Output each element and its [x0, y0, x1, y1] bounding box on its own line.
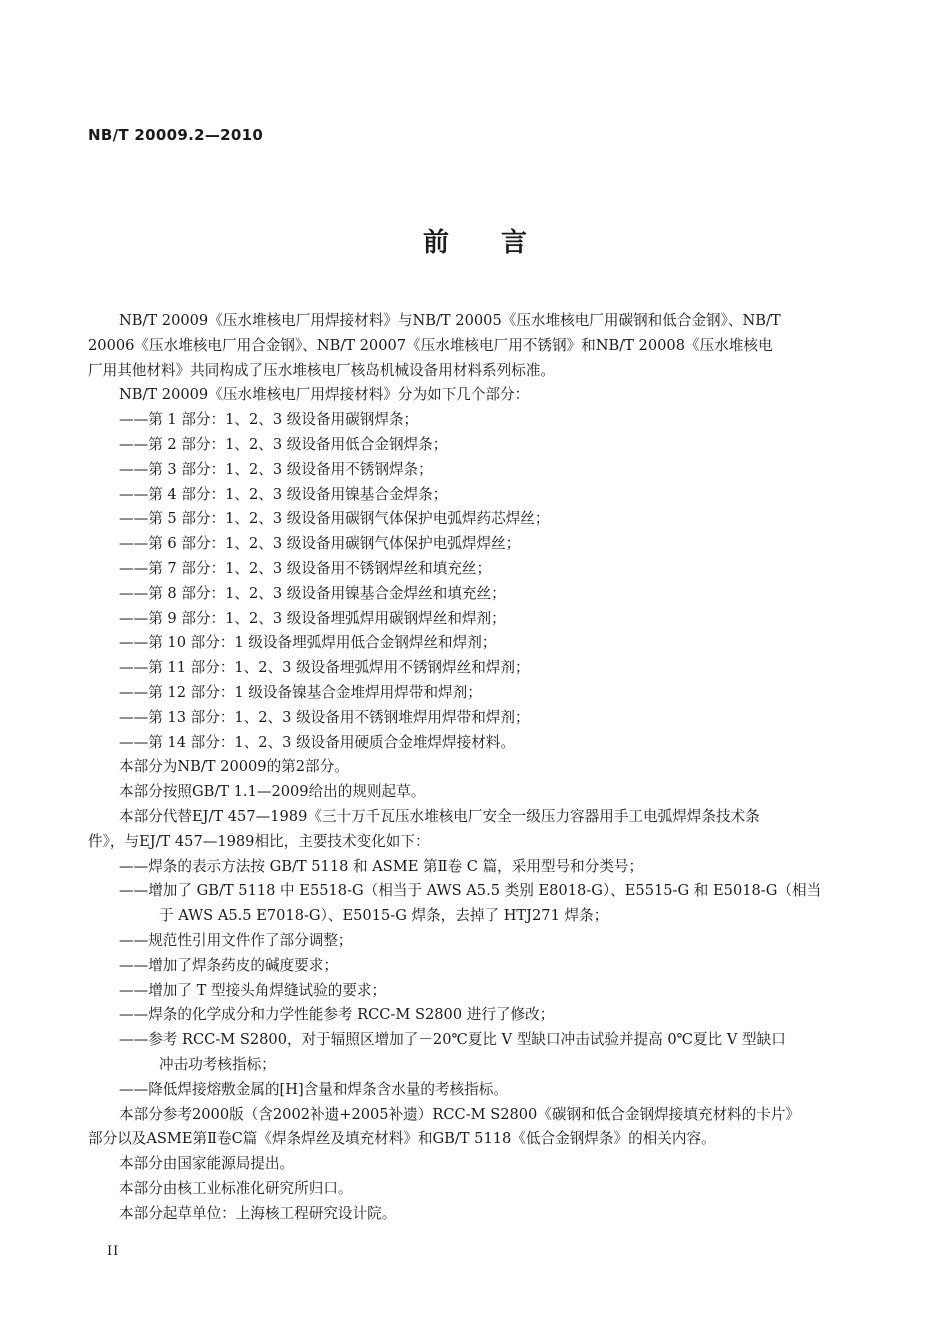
part-item: ——第 9 部分：1、2、3 级设备埋弧焊用碳钢焊丝和焊剂；: [119, 609, 506, 627]
intro-line: 20006《压水堆核电厂用合金钢》、NB/T 20007《压水堆核电厂用不锈钢》和NB/T 20008《压水堆核电: [88, 336, 773, 354]
change-item: ——增加了 GB/T 5118 中 E5518-G（相当于 AWS A5.5 类别 E8018-G）、E5515-G 和 E5018-G（相当: [119, 882, 822, 900]
document-body: [88, 309, 840, 1226]
replace-line: 本部分代替EJ/T 457—1989《三十万千瓦压水堆核电厂安全一级压力容器用手工电弧焊焊条技术条: [119, 807, 760, 825]
intro-line: NB/T 20009《压水堆核电厂用焊接材料》与NB/T 20005《压水堆核电厂用碳钢和低合金钢》、NB/T: [119, 312, 781, 329]
drafting-rule-statement: 本部分按照GB/T 1.1—2009给出的规则起草。: [119, 783, 426, 801]
reference-line: 本部分参考2000版（含2002补遗+2005补遗）RCC-M S2800《碳钢和低合金钢焊接填充材料的卡片》: [119, 1105, 801, 1123]
page-title: 前言: [422, 228, 579, 258]
this-part-statement: 本部分为NB/T 20009的第2部分。: [119, 758, 349, 776]
change-item: ——降低焊接熔敷金属的[H]含量和焊条含水量的考核指标。: [119, 1080, 508, 1098]
part-item: ——第 12 部分：1 级设备镍基合金堆焊用焊带和焊剂；: [119, 683, 482, 701]
change-item-continuation: 于 AWS A5.5 E7018-G）、E5015-G 焊条，去掉了 HTJ271 焊条；: [159, 907, 609, 925]
page-number: II: [107, 1244, 120, 1259]
proposed-by-statement: 本部分由国家能源局提出。: [119, 1155, 295, 1173]
change-item: ——增加了 T 型接头角焊缝试验的要求；: [119, 981, 387, 999]
part-item: ——第 3 部分：1、2、3 级设备用不锈钢焊条；: [119, 460, 433, 478]
intro-line: 厂用其他材料》共同构成了压水堆核电厂核岛机械设备用材料系列标准。: [88, 361, 556, 379]
part-item: ——第 13 部分：1、2、3 级设备用不锈钢堆焊用焊带和焊剂；: [119, 708, 530, 726]
part-item: ——第 8 部分：1、2、3 级设备用镍基合金焊丝和填充丝；: [119, 584, 506, 602]
replace-line: 件》，与EJ/T 457—1989相比，主要技术变化如下：: [88, 832, 430, 850]
part-item: ——第 5 部分：1、2、3 级设备用碳钢气体保护电弧焊药芯焊丝；: [119, 510, 550, 528]
parts-intro: NB/T 20009《压水堆核电厂用焊接材料》分为如下几个部分：: [119, 386, 530, 404]
reference-line: 部分以及ASME第Ⅱ卷C篇《焊条焊丝及填充材料》和GB/T 5118《低合金钢焊条》的相关内容。: [88, 1130, 716, 1148]
change-item: ——焊条的表示方法按 GB/T 5118 和 ASME 第Ⅱ卷 C 篇，采用型号和分类号；: [119, 857, 644, 875]
managed-by-statement: 本部分由核工业标准化研究所归口。: [119, 1179, 353, 1197]
part-item: ——第 2 部分：1、2、3 级设备用低合金钢焊条；: [119, 435, 448, 453]
part-item: ——第 14 部分：1、2、3 级设备用硬质合金堆焊焊接材料。: [119, 733, 515, 751]
part-item: ——第 4 部分：1、2、3 级设备用镍基合金焊条；: [119, 485, 448, 503]
drafted-by-statement: 本部分起草单位：上海核工程研究设计院。: [119, 1204, 397, 1222]
change-item: ——参考 RCC-M S2800，对于辐照区增加了－20℃夏比 V 型缺口冲击试验并提高 0℃夏比 V 型缺口: [119, 1031, 786, 1049]
part-item: ——第 7 部分：1、2、3 级设备用不锈钢焊丝和填充丝；: [119, 559, 492, 577]
part-item: ——第 6 部分：1、2、3 级设备用碳钢气体保护电弧焊焊丝；: [119, 535, 521, 553]
change-item: ——规范性引用文件作了部分调整；: [119, 931, 353, 949]
part-item: ——第 1 部分：1、2、3 级设备用碳钢焊条；: [119, 411, 419, 429]
part-item: ——第 11 部分：1、2、3 级设备埋弧焊用不锈钢焊丝和焊剂；: [119, 659, 530, 677]
standard-code: NB/T 20009.2—2010: [88, 126, 264, 144]
part-item: ——第 10 部分：1 级设备埋弧焊用低合金钢焊丝和焊剂；: [119, 634, 497, 652]
change-item: ——增加了焊条药皮的碱度要求；: [119, 956, 338, 974]
change-item-continuation: 冲击功考核指标；: [159, 1055, 276, 1073]
change-item: ——焊条的化学成分和力学性能参考 RCC-M S2800 进行了修改；: [119, 1006, 555, 1024]
